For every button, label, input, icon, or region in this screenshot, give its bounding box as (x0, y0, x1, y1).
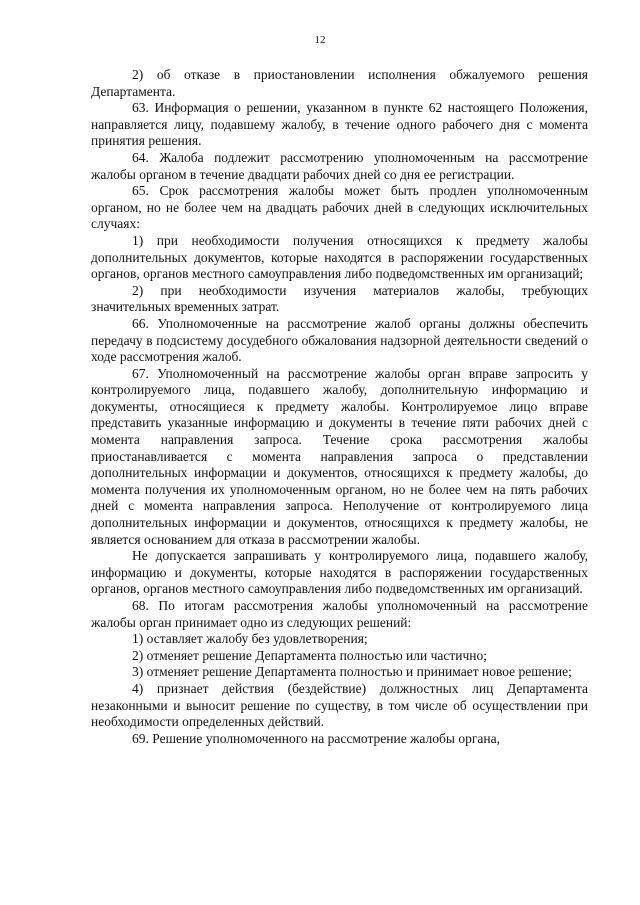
paragraph-68-item-3: 3) отменяет решение Департамента полностью и принимает новое решение; (132, 664, 572, 680)
paragraph-65-item-1: 1) при необходимости получения относящихся к предмету жалобы дополнительных документов, которые находятся в распоряжении государственных органов, органов местного самоуправления либо подведомственных им организаций; (91, 232, 588, 282)
paragraph-68: 68. По итогам рассмотрения жалобы уполномоченный на рассмотрение жалобы орган принимает одно из следующих решений: (91, 598, 588, 630)
paragraph-69: 69. Решение уполномоченного на рассмотрение жалобы органа, (132, 730, 500, 746)
paragraph-64: 64. Жалоба подлежит рассмотрению уполномоченным на рассмотрение жалобы органом в течение двадцати рабочих дней со дня ее регистрации. (91, 149, 588, 182)
paragraph-67: 67. Уполномоченный на рассмотрение жалобы орган вправе запросить у контролируемого лица, подавшего жалобу, дополнительную информацию и документы, относящиеся к предмету жалобы. Контролируемое лицо вправе представить указанные информацию и документы в течение пяти рабочих дней с момента направления запроса. Течение срока рассмотрения жалобы приостанавливается с момента направления запроса о представлении дополнительных информации и документов, относящихся к предмету жалобы, до момента получения их уполномоченным органом, но не более чем на пять рабочих дней с момента направления запроса. Неполучение от контролируемого лица дополнительных информации и документов, относящихся к предмету жалобы, не является основанием для отказа в рассмотрении жалобы. (91, 365, 588, 547)
page-number: 12 (314, 34, 326, 46)
paragraph-66: 66. Уполномоченные на рассмотрение жалоб органы должны обеспечить передачу в подсистему досудебного обжалования надзорной деятельности сведений о ходе рассмотрения жалоб. (91, 315, 588, 365)
paragraph-item-2-refusal: 2) об отказе в приостановлении исполнения обжалуемого решения Департамента. (91, 67, 588, 99)
paragraph-65-item-2: 2) при необходимости изучения материалов жалобы, требующих значительных временных затрат. (91, 282, 588, 315)
paragraph-63: 63. Информация о решении, указанном в пункте 62 настоящего Положения, направляется лицу, подавшему жалобу, в течение одного рабочего дня с момента принятия решения. (91, 100, 588, 149)
paragraph-67-continuation: Не допускается запрашивать у контролируемого лица, подавшего жалобу, информацию и документы, которые находятся в распоряжении государственных органов, органов местного самоуправления либо подведомственных им организаций. (91, 548, 588, 597)
paragraph-68-item-2: 2) отменяет решение Департамента полностью или частично; (132, 647, 488, 663)
paragraph-68-item-4: 4) признает действия (бездействие) должностных лиц Департамента незаконными и выносит решение по существу, в том числе об осуществлении при необходимости определенных действий. (91, 680, 588, 730)
paragraph-68-item-1: 1) оставляет жалобу без удовлетворения; (132, 631, 368, 647)
paragraph-65: 65. Срок рассмотрения жалобы может быть продлен уполномоченным органом, но не более чем на двадцать рабочих дней в следующих исключительных случаях: (91, 183, 588, 232)
document-body (91, 67, 588, 747)
